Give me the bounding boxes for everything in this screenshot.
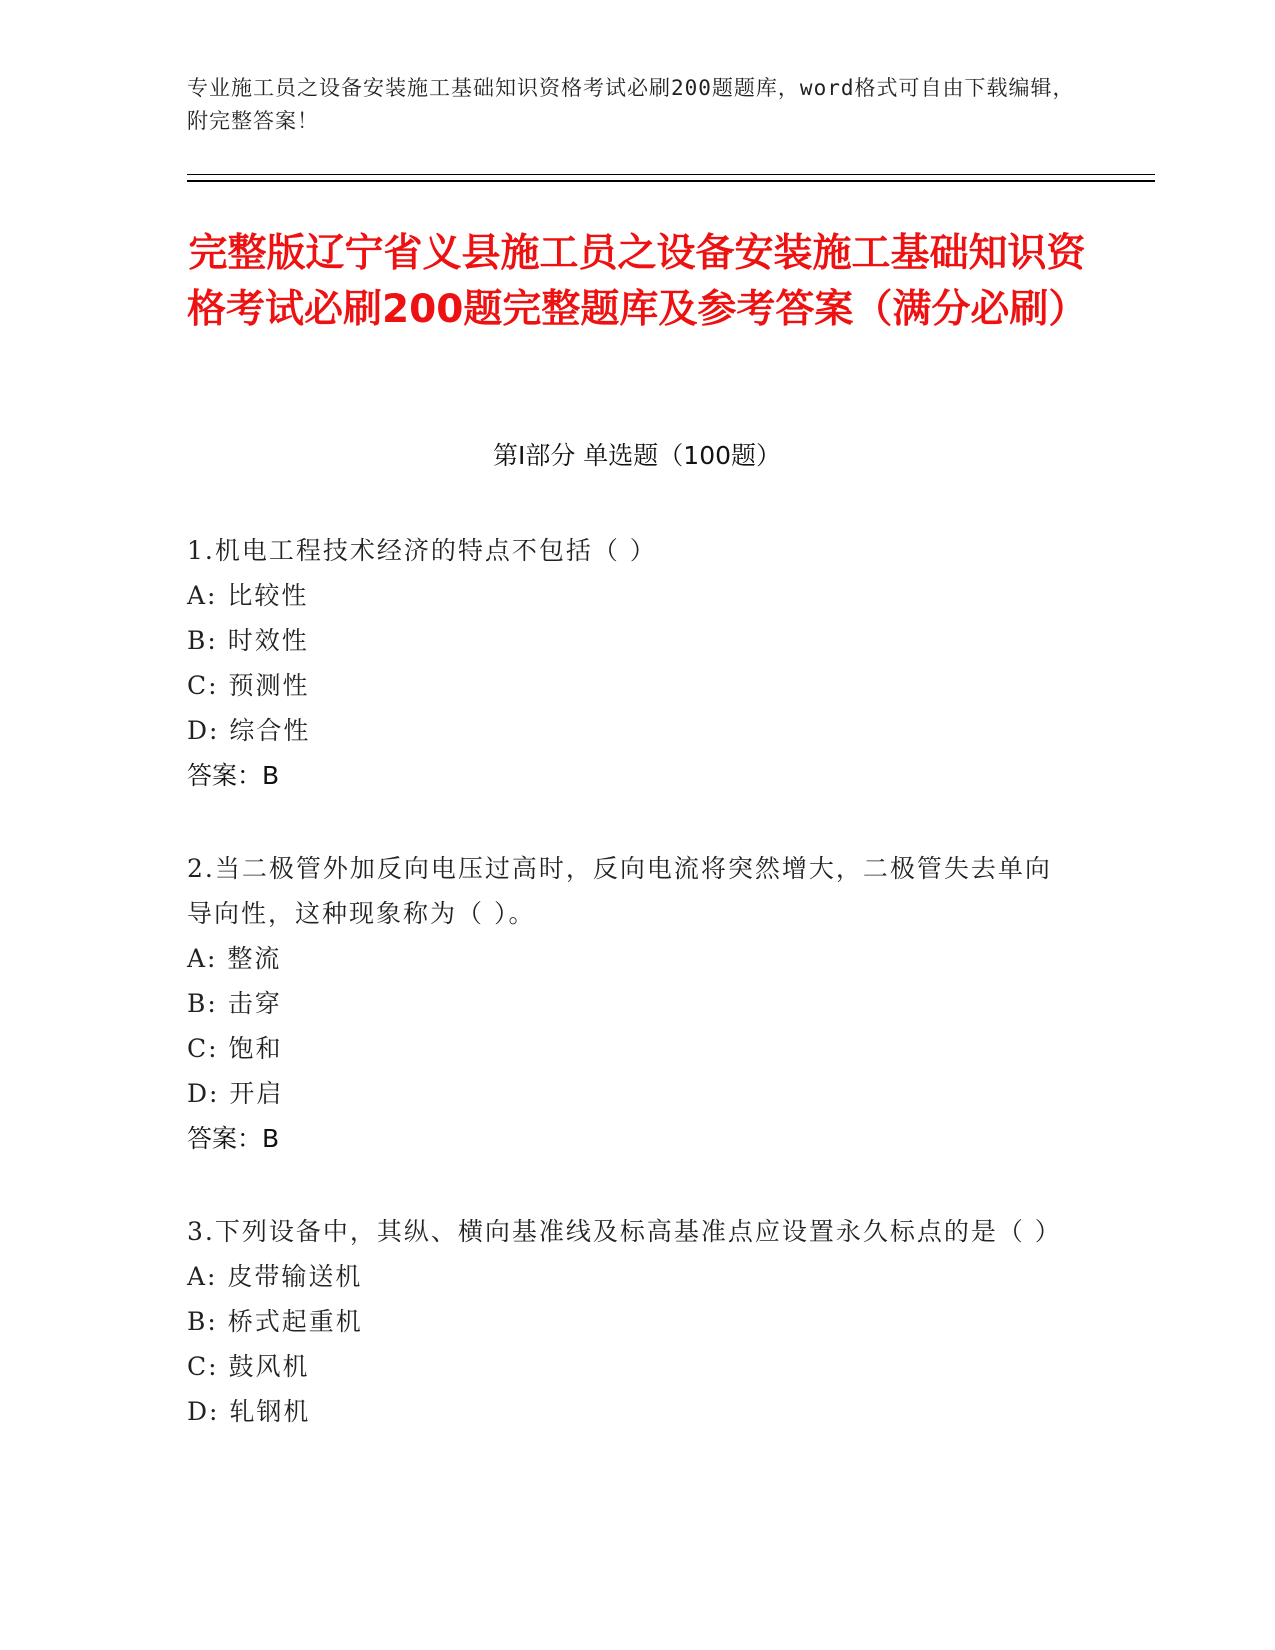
answer-line: 答案：B — [187, 761, 280, 790]
section-heading: 第Ⅰ部分 单选题（100题） — [492, 441, 782, 470]
header-divider-thick — [187, 180, 1155, 182]
answer-line: 答案：B — [187, 1124, 280, 1153]
question-3 — [187, 1209, 1067, 1434]
option-c: C: 鼓风机 — [187, 1352, 310, 1381]
option-b: B: 时效性 — [187, 626, 309, 655]
option-d: D: 综合性 — [187, 716, 311, 745]
option-a: A: 整流 — [187, 944, 282, 973]
option-d: D: 开启 — [187, 1079, 284, 1108]
document-title: 完整版辽宁省义县施工员之设备安装施工基础知识资格考试必刷200题完整题库及参考答案（满分必刷） — [187, 231, 1088, 332]
option-c: C: 饱和 — [187, 1034, 283, 1063]
header-note: 专业施工员之设备安装施工基础知识资格考试必刷200题题库，word格式可自由下载编辑，附完整答案！ — [187, 76, 1075, 133]
question-2 — [187, 846, 1067, 1161]
option-b: B: 桥式起重机 — [187, 1307, 363, 1336]
option-a: A: 比较性 — [187, 581, 309, 610]
option-d: D: 轧钢机 — [187, 1397, 311, 1426]
question-stem: 3.下列设备中，其纵、横向基准线及标高基准点应设置永久标点的是（ ） — [187, 1217, 1062, 1246]
question-1 — [187, 528, 1067, 798]
option-c: C: 预测性 — [187, 671, 310, 700]
option-a: A: 皮带输送机 — [187, 1262, 363, 1291]
header-divider-thin — [187, 174, 1155, 175]
question-stem: 1.机电工程技术经济的特点不包括（ ） — [187, 536, 657, 565]
question-stem: 2.当二极管外加反向电压过高时，反向电流将突然增大，二极管失去单向导向性，这种现象称为（ ）。 — [187, 854, 1052, 928]
option-b: B: 击穿 — [187, 989, 282, 1018]
